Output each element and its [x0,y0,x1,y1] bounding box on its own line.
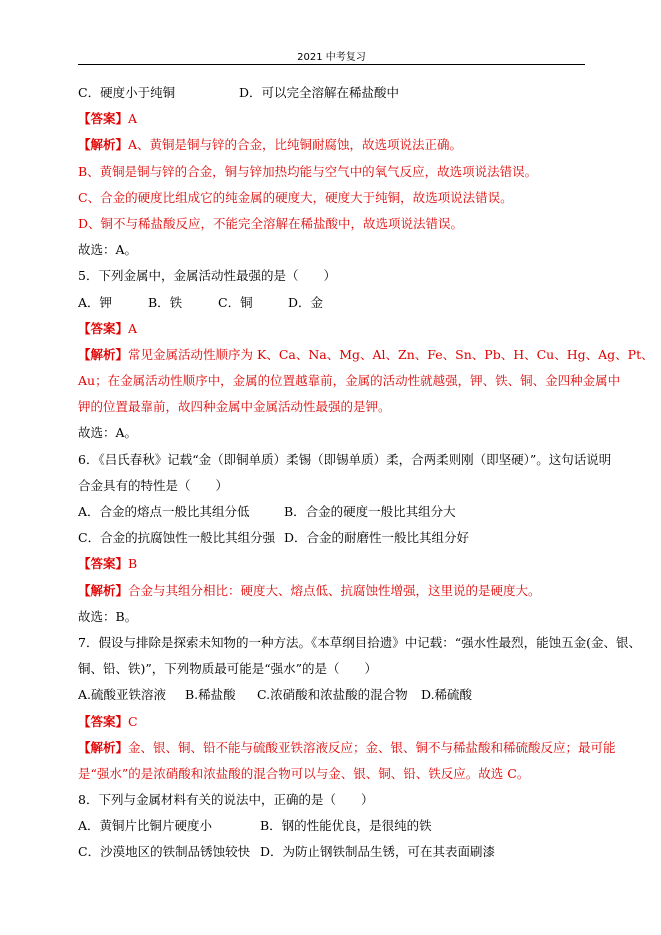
analysis-text: 常见金属活动性顺序为 K、Ca、Na、Mg、Al、Zn、Fe、Sn、Pb、H、Cu、Hg、Ag、Pt、 [128,346,654,362]
analysis-line [78,735,616,761]
answer-line [78,106,590,132]
option-d: D．为防止钢铁制品生锈，可在其表面刷漆 [260,844,496,860]
question-7-stem: 7．假设与排除是探索未知物的一种方法。《本草纲目拾遗》中记载：“强水性最烈，能蚀五金(金、银、 [78,634,641,650]
conclusion-line: 故选：A。 [78,242,138,258]
answer-label: 【答案】 [78,320,129,336]
analysis-label: 【解析】 [78,346,129,362]
option-a: A．合金的熔点一般比其组分低 [78,504,250,519]
question-7-options-row [78,682,590,708]
question-5-options-row [78,290,590,316]
analysis-line: Au；在金属活动性顺序中，金属的位置越靠前，金属的活动性就越强，钾、铁、铜、金四种金属中 [78,373,621,389]
option-c: C．硬度小于纯铜 [78,85,176,100]
page-header: 2021 中考复习 [297,52,366,63]
question-8-options-row [78,839,590,865]
option-a: A．钾 [78,294,113,310]
answer-line [78,709,590,735]
question-6-options-row [78,499,590,525]
analysis-line [78,132,590,158]
question-4-options-row [78,80,590,106]
analysis-text: A、黄铜是铜与锌的合金，比纯铜耐腐蚀，故选项说法正确。 [128,137,463,153]
option-b: B．钢的性能优良，是很纯的铁 [260,818,432,834]
answer-line [78,551,590,577]
analysis-label: 【解析】 [78,582,129,598]
question-7-stem: 铜、铅、铁)”，下列物质最可能是“强水”的是（ ） [78,661,378,677]
analysis-label: 【解析】 [78,137,129,153]
answer-label: 【答案】 [78,556,129,572]
answer-value: A [128,111,138,127]
option-c: C．合金的抗腐蚀性一般比其组分强 [78,530,276,546]
analysis-line: 是“强水”的是浓硝酸和浓盐酸的混合物可以与金、银、铜、铅、铁反应。故选 C。 [78,765,530,781]
option-d: D．合金的耐磨性一般比其组分好 [284,530,470,546]
option-b: B．合金的硬度一般比其组分大 [284,504,456,519]
answer-value: C [128,713,138,729]
header-divider [78,64,585,65]
option-d: D．金 [288,294,324,310]
question-6-stem: 合金具有的特性是（ ） [78,477,229,493]
answer-line [78,316,590,342]
analysis-text: 金、银、铜、铅不能与硫酸亚铁溶液反应；金、银、铜不与稀盐酸和稀硫酸反应；最可能 [128,739,616,755]
option-b: B．铁 [148,294,183,310]
conclusion-line: 故选：B。 [78,608,138,624]
option-c: C．沙漠地区的铁制品锈蚀较快 [78,844,251,860]
option-c: C.浓硝酸和浓盐酸的混合物 [257,687,408,703]
question-8-stem: 8．下列与金属材料有关的说法中，正确的是（ ） [78,792,374,808]
analysis-line [78,342,654,368]
analysis-line: 钾的位置最靠前，故四种金属中金属活动性最强的是钾。 [78,399,391,415]
question-6-stem: 6．《吕氏春秋》记载“金（即铜单质）柔锡（即锡单质）柔，合两柔则刚（即坚硬）”。这句话说明 [78,451,612,467]
document-body [78,80,654,866]
question-6-options-row [78,525,590,551]
analysis-line: C、合金的硬度比组成它的纯金属的硬度大，硬度大于纯铜，故选项说法错误。 [78,189,513,205]
answer-value: A [128,320,138,336]
conclusion-line: 故选：A。 [78,425,138,441]
answer-label: 【答案】 [78,111,129,127]
option-c: C．铜 [218,294,253,310]
analysis-label: 【解析】 [78,739,129,755]
question-5-stem: 5．下列金属中，金属活动性最强的是（ ） [78,268,336,284]
option-a: A．黄铜片比铜片硬度小 [78,818,213,834]
option-b: B.稀盐酸 [185,687,236,703]
option-a: A.硫酸亚铁溶液 [78,687,167,703]
option-d: D．可以完全溶解在稀盐酸中 [239,85,400,100]
analysis-line: D、铜不与稀盐酸反应，不能完全溶解在稀盐酸中，故选项说法错误。 [78,215,464,231]
answer-value: B [128,556,138,572]
question-8-options-row [78,813,590,839]
analysis-line [78,578,590,604]
answer-label: 【答案】 [78,713,129,729]
analysis-text: 合金与其组分相比：硬度大、熔点低、抗腐蚀性增强，这里说的是硬度大。 [128,582,541,598]
option-d: D.稀硫酸 [421,687,473,703]
analysis-line: B、黄铜是铜与锌的合金，铜与锌加热均能与空气中的氧气反应，故选项说法错误。 [78,163,538,179]
